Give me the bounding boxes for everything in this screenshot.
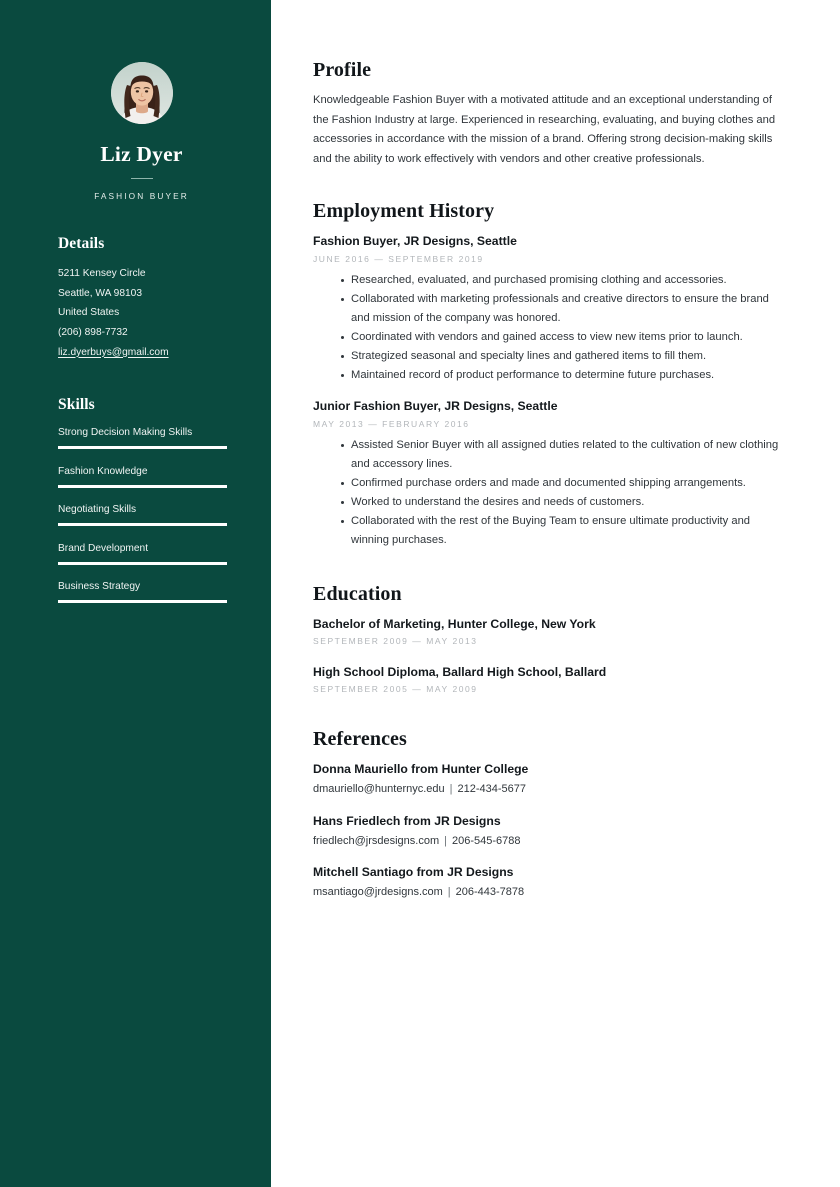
skill-bar-track <box>58 562 227 565</box>
bullet-item: Collaborated with the rest of the Buying Team to ensure ultimate productivity and winning purchases. <box>341 512 790 550</box>
detail-country: United States <box>58 307 120 319</box>
employment-entry <box>313 234 790 385</box>
reference-contact <box>313 885 790 900</box>
name-divider <box>131 178 153 179</box>
profile-section <box>313 58 790 170</box>
bullet-item: Worked to understand the desires and needs of customers. <box>341 493 790 512</box>
reference-name: Donna Mauriello from Hunter College <box>313 762 529 777</box>
reference-name: Hans Friedlech from JR Designs <box>313 813 501 828</box>
bullet-item: Researched, evaluated, and purchased promising clothing and accessories. <box>341 271 790 290</box>
skill-item <box>58 464 225 488</box>
details-heading: Details <box>58 234 105 252</box>
reference-email[interactable]: dmauriello@hunternyc.edu <box>313 783 445 796</box>
skill-bar-fill <box>58 523 227 526</box>
full-name: Liz Dyer <box>100 142 183 166</box>
skills-section <box>58 396 225 603</box>
reference-contact <box>313 782 790 797</box>
bullet-item: Confirmed purchase orders and made and documented shipping arrangements. <box>341 474 790 493</box>
skill-bar-track <box>58 523 227 526</box>
job-title: FASHION BUYER <box>94 190 189 201</box>
skill-bar-track <box>58 485 227 488</box>
skill-label: Brand Development <box>58 542 149 554</box>
skill-item <box>58 502 225 526</box>
employment-entry-date: JUNE 2016 — SEPTEMBER 2019 <box>313 253 484 264</box>
reference-entry <box>313 814 790 849</box>
bullet-item: Coordinated with vendors and gained access to view new items prior to launch. <box>341 328 790 347</box>
reference-entry <box>313 762 790 797</box>
employment-entry-title: Junior Fashion Buyer, JR Designs, Seattle <box>313 398 558 413</box>
reference-phone: 212-434-5677 <box>457 783 527 796</box>
skill-label: Negotiating Skills <box>58 504 137 516</box>
reference-phone: 206-545-6788 <box>451 834 521 847</box>
employment-entry-date: MAY 2013 — FEBRUARY 2016 <box>313 418 470 429</box>
skill-item <box>58 579 225 603</box>
skill-item <box>58 425 225 449</box>
main-content <box>271 0 840 1187</box>
skill-bar-track <box>58 600 227 603</box>
reference-entry <box>313 865 790 900</box>
skill-bar-fill <box>58 600 227 603</box>
skill-bar-fill <box>58 446 227 449</box>
skill-label: Strong Decision Making Skills <box>58 427 193 439</box>
detail-address-line-2: Seattle, WA 98103 <box>58 287 143 299</box>
reference-email[interactable]: msantiago@jrdesigns.com <box>313 885 443 898</box>
reference-phone: 206-443-7878 <box>455 885 525 898</box>
reference-separator: | <box>447 885 451 898</box>
bullet-item: Assisted Senior Buyer with all assigned duties related to the cultivation of new clothing and accessory lines. <box>341 436 790 474</box>
skill-item <box>58 541 225 565</box>
education-heading: Education <box>313 582 402 605</box>
employment-section <box>313 199 790 550</box>
education-section <box>313 582 790 696</box>
education-entry-date: SEPTEMBER 2009 — MAY 2013 <box>313 636 478 647</box>
detail-address-line-1: 5211 Kensey Circle <box>58 267 146 279</box>
skill-label: Business Strategy <box>58 581 141 593</box>
education-entry-date: SEPTEMBER 2005 — MAY 2009 <box>313 684 478 695</box>
skill-bar-track <box>58 446 227 449</box>
profile-text: Knowledgeable Fashion Buyer with a motivated attitude and an exceptional understanding of the Fashion Industry at large. Experienced in researching, evaluating, and buying clothes and accessories in accordance with the mission of a brand. Offering strong decision-making skills and the ability to work effectively with vendors and other creative professionals. <box>313 94 776 166</box>
sidebar <box>0 0 271 1187</box>
reference-contact <box>313 834 790 849</box>
education-entry-title: Bachelor of Marketing, Hunter College, New York <box>313 616 596 631</box>
profile-photo-icon <box>111 62 173 124</box>
employment-heading: Employment History <box>313 199 495 222</box>
bullet-item: Collaborated with marketing professionals and creative directors to ensure the brand and mission of the company was honored. <box>341 290 790 328</box>
reference-email[interactable]: friedlech@jrsdesigns.com <box>313 834 440 847</box>
education-entry-title: High School Diploma, Ballard High School, Ballard <box>313 664 607 679</box>
avatar <box>111 62 173 124</box>
employment-entry-title: Fashion Buyer, JR Designs, Seattle <box>313 233 517 248</box>
detail-phone: (206) 898-7732 <box>58 326 128 338</box>
education-entry <box>313 617 790 648</box>
profile-heading: Profile <box>313 59 372 81</box>
reference-separator: | <box>444 834 447 847</box>
skill-bar-fill <box>58 562 227 565</box>
skill-bar-fill <box>58 485 227 488</box>
bullet-item: Maintained record of product performance to determine future purchases. <box>341 366 790 385</box>
bullet-item: Strategized seasonal and specialty lines and gathered items to fill them. <box>341 347 790 366</box>
reference-name: Mitchell Santiago from JR Designs <box>313 864 514 879</box>
skills-heading: Skills <box>58 396 95 414</box>
employment-entry <box>313 399 790 550</box>
avatar-container <box>58 62 225 124</box>
employment-entry-bullets <box>313 436 790 550</box>
skill-label: Fashion Knowledge <box>58 465 148 477</box>
detail-email-link[interactable]: liz.dyerbuys@gmail.com <box>58 346 169 358</box>
employment-entry-bullets <box>313 271 790 385</box>
references-section <box>313 727 790 900</box>
reference-separator: | <box>449 783 453 796</box>
education-entry <box>313 665 790 696</box>
references-heading: References <box>313 728 407 751</box>
details-section <box>58 235 225 363</box>
